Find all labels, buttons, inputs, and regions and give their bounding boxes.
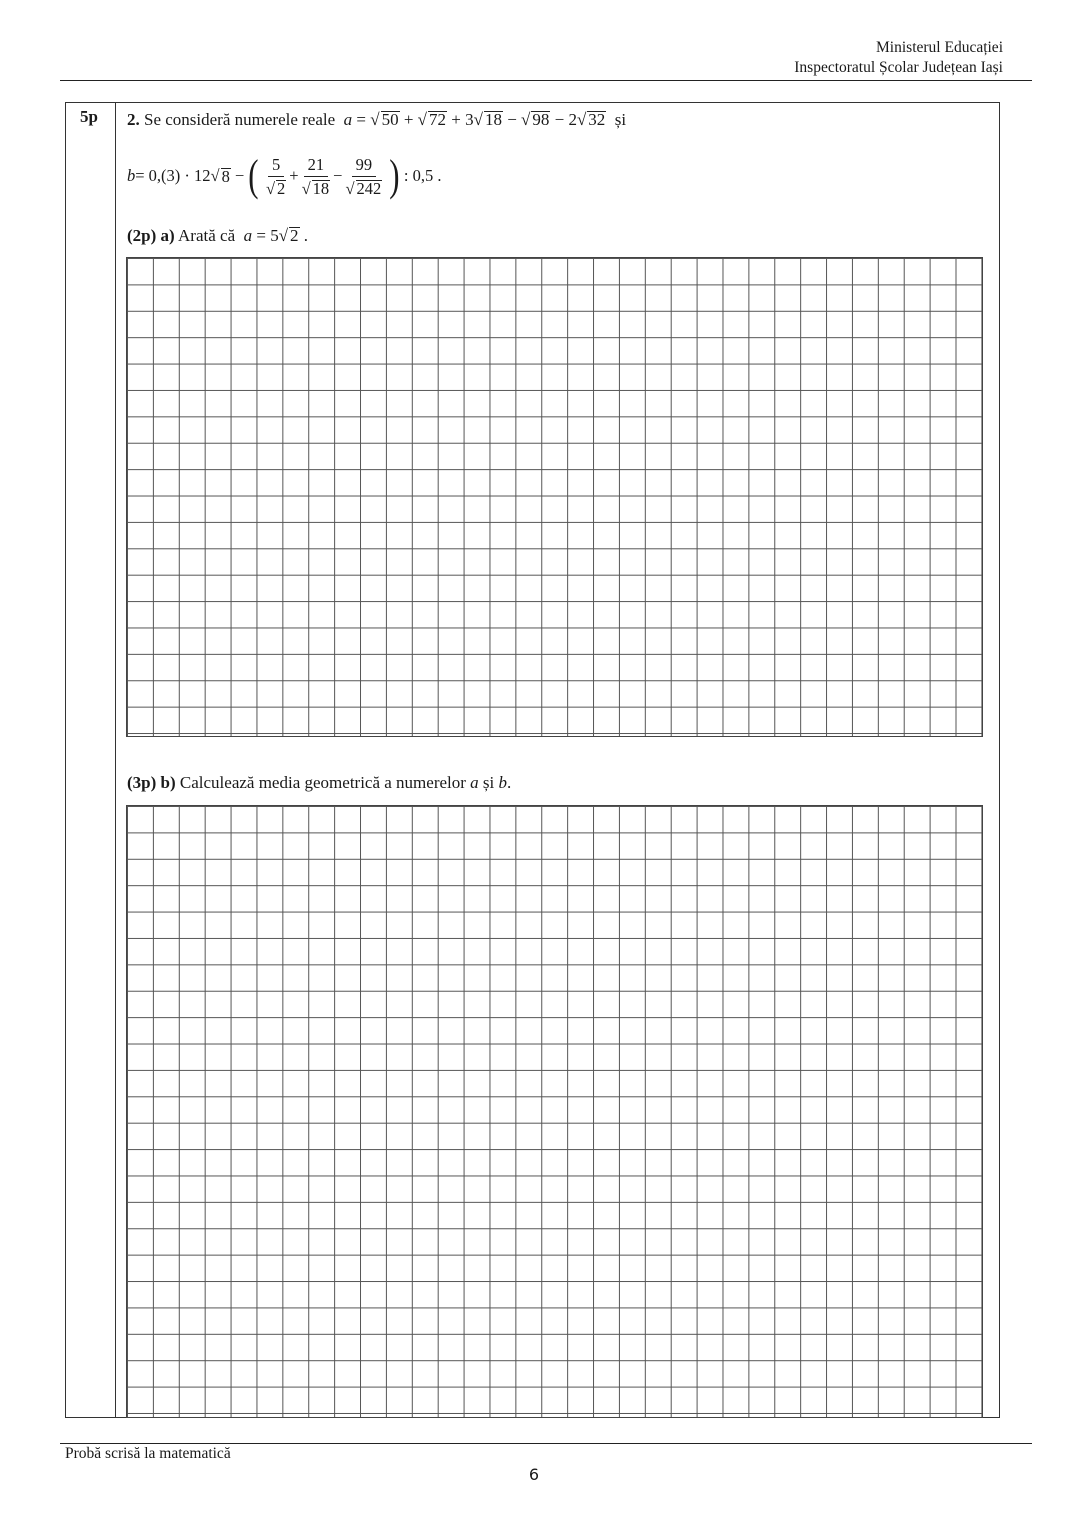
footer-divider [60, 1443, 1032, 1444]
part-a-root: 2 [290, 226, 299, 245]
fraction-1-numerator: 5 [268, 155, 284, 177]
footer-label: Probă scrisă la matematică [65, 1445, 231, 1462]
page-header [794, 38, 1003, 78]
part-b-tag: (3p) b) [127, 773, 176, 792]
part-a-text: Arată că [178, 226, 236, 245]
header-ministry: Ministerul Educației [876, 39, 1003, 56]
problem-statement: 2. Se consideră numerele reale a = √ 50 + √ 72 + 3√ 18 − √ 98 − 2√ 32 și [127, 110, 627, 129]
a-term-3: 18 [484, 110, 502, 129]
problem-intro: Se consideră numerele reale [144, 110, 336, 129]
b-suffix: : 0,5 . [403, 166, 442, 185]
part-b-var-b: b [498, 773, 508, 792]
conjunction: și [614, 110, 627, 129]
part-b-question [127, 773, 511, 793]
fraction-3-denominator: 242 [356, 178, 382, 198]
part-b-and: și [482, 773, 495, 792]
a-variable: a [343, 110, 353, 129]
answer-grid-a[interactable] [126, 257, 983, 737]
a-term-4: 98 [532, 110, 550, 129]
fraction-1: $\frac{5}{√ 2}$ [265, 154, 286, 198]
header-inspectorate: Inspectoratul Școlar Județean Iași [794, 59, 1003, 76]
fraction-2-denominator: 18 [312, 178, 330, 198]
b-root: 8 [221, 166, 230, 186]
fraction-3: $\frac{99}{√ 242}$ [345, 154, 382, 198]
part-a-end: . [303, 226, 309, 245]
problem-number: 2. [127, 110, 140, 129]
problem-points: 5p [80, 107, 98, 126]
fraction-3-numerator: 99 [352, 155, 377, 177]
a-term-2: 72 [429, 110, 446, 129]
a-term-5-coef: 2 [568, 110, 577, 129]
b-prefix: = 0,(3) · 12 [135, 166, 211, 185]
answer-grid-b[interactable] [126, 805, 983, 1418]
part-a-var: a [243, 226, 253, 245]
a-term-1: 50 [381, 110, 399, 129]
part-a-tag: (2p) a) [127, 226, 175, 245]
fraction-1-denominator: 2 [277, 178, 286, 198]
part-b-var-a: a [470, 773, 479, 792]
a-term-5: 32 [588, 110, 606, 129]
fraction-2-numerator: 21 [304, 155, 329, 177]
points-column-divider [115, 102, 116, 1418]
page-number: 6 [528, 1465, 540, 1484]
b-variable: b [127, 166, 136, 185]
header-divider [60, 80, 1032, 81]
part-b-end: . [507, 773, 512, 792]
b-expression: b = 0,(3) · 12 √ 8 − ( $\frac{5}{√ 2}$ + $\frac{21}{√ 18}$ − $\frac{99}{√ 242}$ ) : 0,5 . [127, 151, 442, 200]
part-b-text: Calculează media geometrică a numerelor [179, 773, 466, 792]
part-a-question: (2p) a) Arată că a = 5√ 2 . [127, 226, 309, 245]
part-a-eq: = 5 [256, 226, 279, 245]
a-term-3-coef: 3 [465, 110, 474, 129]
fraction-2: $\frac{21}{√ 18}$ [301, 154, 330, 198]
